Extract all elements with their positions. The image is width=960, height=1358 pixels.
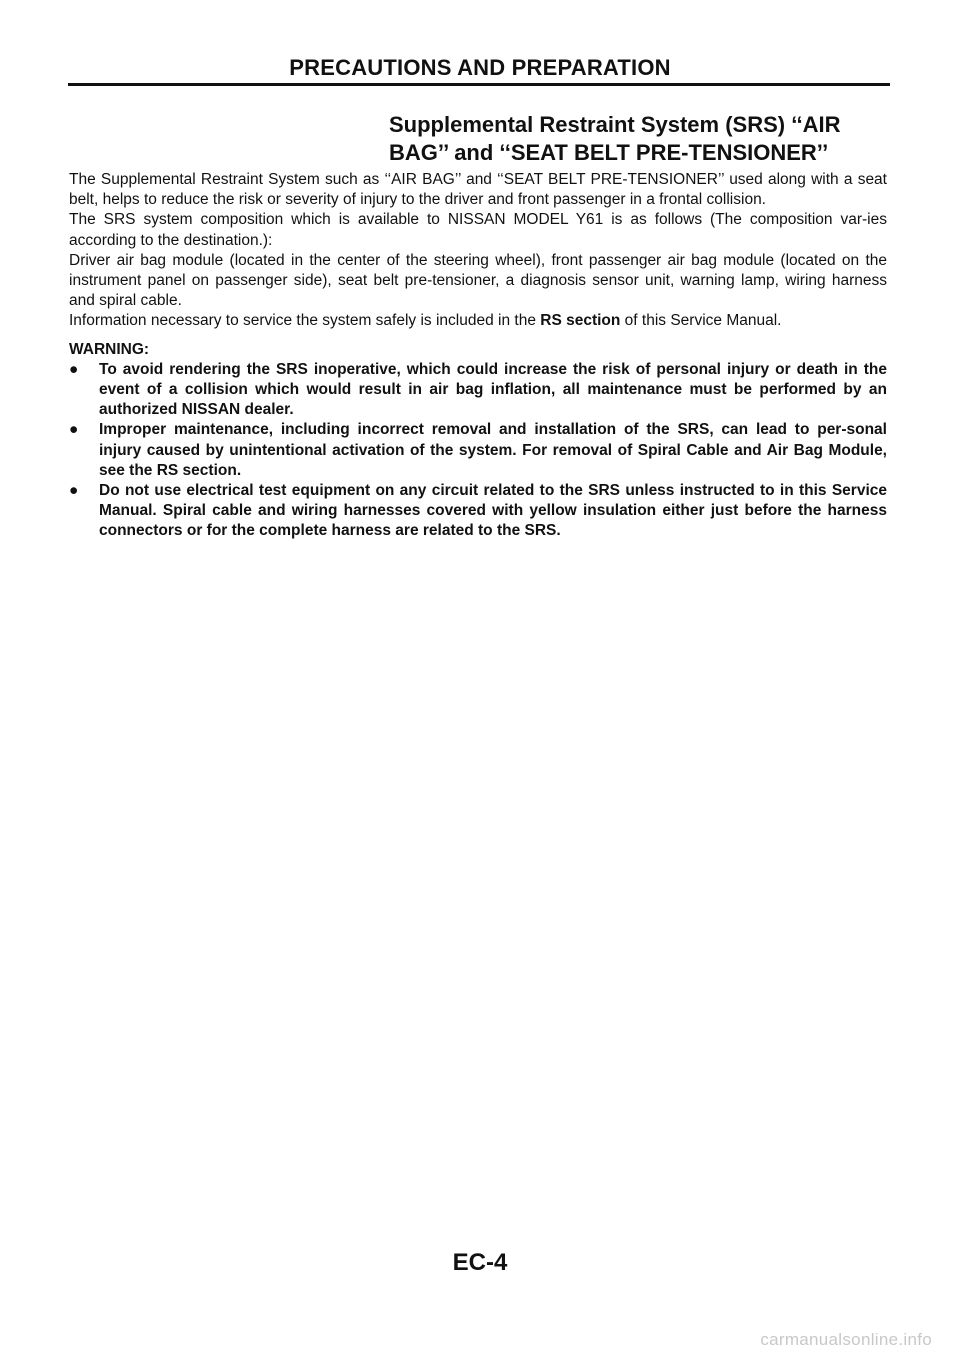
warning-item-text: Improper maintenance, including incorrect removal and installation of the SRS, can lead to per-sonal injury caused by unintentional activation of the system. For removal of Spiral Cable and Air Bag Module, see the RS section. bbox=[99, 421, 887, 479]
header-divider bbox=[68, 83, 890, 86]
intro-paragraph-4-lead: Information necessary to service the system safely is included in the bbox=[69, 312, 541, 330]
page-number: EC-4 bbox=[452, 1249, 508, 1276]
section-title-line-1: Supplemental Restraint System (SRS) ‘‘AIR bbox=[389, 112, 841, 137]
watermark-text: carmanualsonline.info bbox=[760, 1330, 932, 1349]
bullet-icon: ● bbox=[69, 482, 79, 500]
warning-item-text: To avoid rendering the SRS inoperative, which could increase the risk of personal injury or death in the event of a collision which would result in air bag inflation, all maintenance must be performed by an authorized NISSAN dealer. bbox=[99, 360, 887, 419]
section-title-line-2: BAG’’ and ‘‘SEAT BELT PRE-TENSIONER’’ bbox=[389, 140, 829, 165]
warning-list bbox=[69, 360, 887, 542]
intro-paragraph-4-tail: of this Service Manual. bbox=[620, 312, 782, 330]
intro-paragraph-3: Driver air bag module (located in the center of the steering wheel), front passenger air bag module (located on the instrument panel on passenger side), seat belt pre-tensioner, a diagnosis sensor unit, warning lamp, wiring harness and spiral cable. bbox=[69, 251, 887, 310]
warning-item-text: Do not use electrical test equipment on any circuit related to the SRS unless instructed to in this Service Manual. Spiral cable and wiring harnesses covered with yellow insulation either just before the harness connectors or for the complete harness are related to the SRS. bbox=[99, 482, 887, 540]
section-title bbox=[389, 111, 909, 167]
page-header-title: PRECAUTIONS AND PREPARATION bbox=[289, 55, 671, 80]
warning-item bbox=[69, 481, 887, 542]
warning-item bbox=[69, 360, 887, 421]
bullet-icon: ● bbox=[69, 421, 79, 439]
intro-text bbox=[69, 170, 887, 332]
main-content bbox=[69, 170, 887, 542]
warning-label: WARNING: bbox=[69, 340, 150, 358]
rs-section-reference: RS section bbox=[540, 312, 621, 330]
intro-paragraph-2: The SRS system composition which is available to NISSAN MODEL Y61 is as follows (The composition var-ies according to the destination.): bbox=[69, 211, 887, 249]
intro-paragraph-4 bbox=[69, 311, 887, 331]
intro-paragraph-1: The Supplemental Restraint System such as ‘‘AIR BAG’’ and ‘‘SEAT BELT PRE-TENSIONER’’ used along with a seat belt, helps to reduce the risk or severity of injury to the driver and front passenger in a frontal collision. bbox=[69, 171, 887, 209]
bullet-icon: ● bbox=[69, 360, 79, 378]
warning-item bbox=[69, 420, 887, 481]
